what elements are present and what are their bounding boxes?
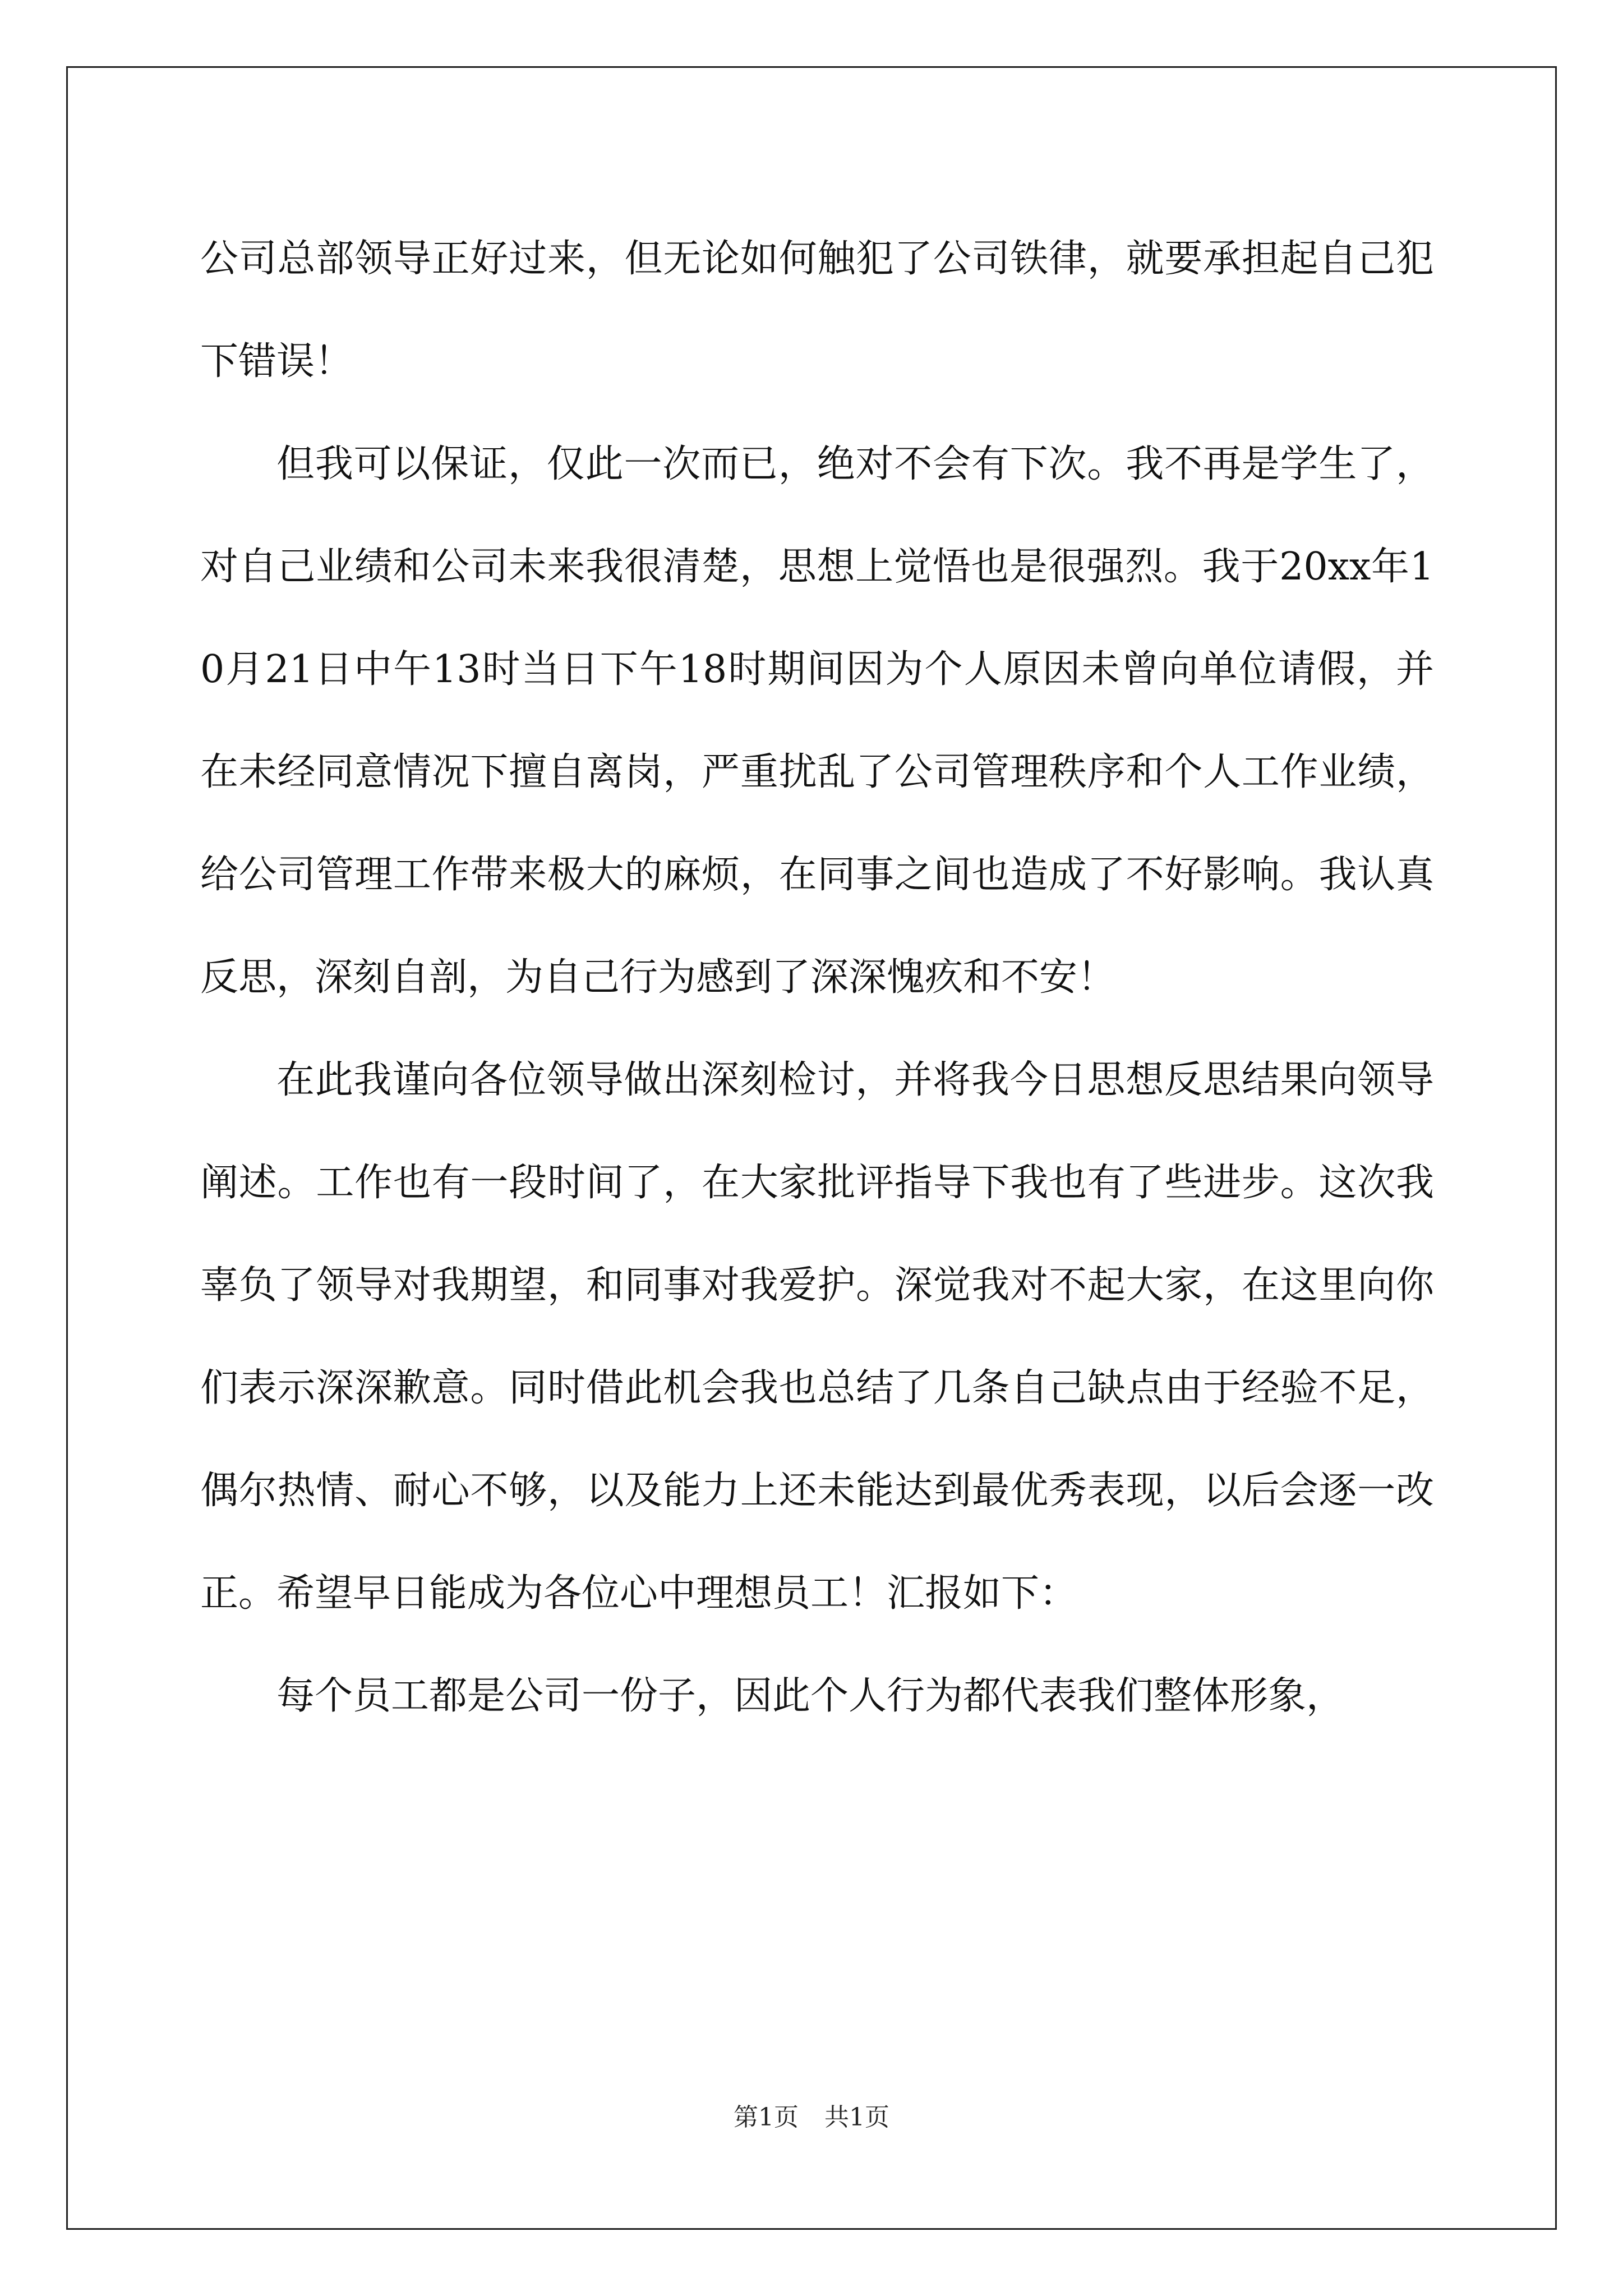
page-footer (0, 2097, 1623, 2133)
paragraph-2: 但我可以保证，仅此一次而已，绝对不会有下次。我不再是学生了，对自己业绩和公司未来我很清楚，思想上觉悟也是很强烈。我于20xx年10月21日中午13时当日下午18时期间因为个人原因未曾向单位请假，并在未经同意情况下擅自离岗，严重扰乱了公司管理秩序和个人工作业绩，给公司管理工作带来极大的麻烦，在同事之间也造成了不好影响。我认真反思，深刻自剖，为自己行为感到了深深愧疚和不安！ (200, 442, 1434, 1000)
page-number: 第1页 (734, 2103, 799, 2132)
paragraph-3: 在此我谨向各位领导做出深刻检讨，并将我今日思想反思结果向领导阐述。工作也有一段时间了，在大家批评指导下我也有了些进步。这次我辜负了领导对我期望，和同事对我爱护。深觉我对不起大家，在这里向你们表示深深歉意。同时借此机会我也总结了几条自己缺点由于经验不足，偶尔热情、耐心不够，以及能力上还未能达到最优秀表现，以后会逐一改正。希望早日能成为各位心中理想员工！汇报如下： (200, 1058, 1434, 1616)
paragraph-4: 每个员工都是公司一份子，因此个人行为都代表我们整体形象， (276, 1674, 1345, 1718)
page-total: 共1页 (824, 2103, 889, 2132)
document-body (200, 208, 1434, 1747)
paragraph-1: 公司总部领导正好过来，但无论如何触犯了公司铁律，就要承担起自己犯下错误！ (200, 237, 1434, 384)
